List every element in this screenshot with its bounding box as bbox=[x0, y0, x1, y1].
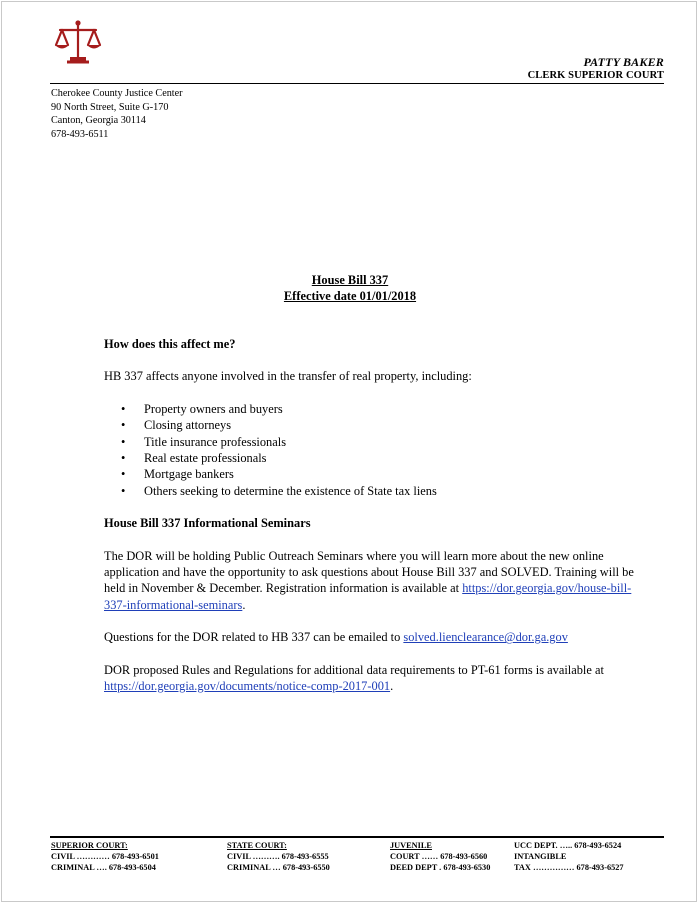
document-body bbox=[104, 336, 644, 695]
footer-line: UCC DEPT. ….. 678-493-6524 bbox=[514, 841, 622, 850]
phone-line: 678-493-6511 bbox=[51, 128, 109, 140]
bullet-icon: • bbox=[121, 483, 126, 498]
list-item: • Others seeking to determine the existence of State tax liens bbox=[121, 483, 437, 498]
footer-heading: STATE COURT: bbox=[227, 841, 287, 850]
footer-line: CRIMINAL …. 678-493-6504 bbox=[51, 863, 156, 872]
footer-line: DEED DEPT . 678-493-6530 bbox=[390, 863, 491, 872]
email-link[interactable]: solved.lienclearance@dor.ga.gov bbox=[403, 630, 568, 645]
bullet-icon: • bbox=[121, 467, 126, 482]
bullet-icon: • bbox=[121, 434, 126, 449]
bullet-icon: • bbox=[121, 401, 126, 416]
footer-heading: SUPERIOR COURT: bbox=[51, 841, 128, 850]
address-line: Canton, Georgia 30114 bbox=[51, 115, 146, 126]
footer-ucc bbox=[514, 840, 624, 873]
scales-of-justice-icon bbox=[53, 19, 103, 65]
list-item: • Mortgage bankers bbox=[121, 467, 234, 482]
document-title bbox=[0, 272, 700, 304]
header-divider bbox=[50, 83, 664, 84]
title-line: House Bill 337 bbox=[311, 273, 389, 287]
footer-line: CIVIL ………. 678-493-6555 bbox=[227, 852, 329, 861]
footer-heading: JUVENILE bbox=[390, 841, 432, 850]
footer-divider bbox=[50, 836, 664, 838]
clerk-name: PATTY BAKER bbox=[583, 55, 664, 69]
rules-paragraph: DOR proposed Rules and Regulations for additional data requirements to PT-61 forms is available at https://dor.georgia.gov/documents/notice-comp-2017-001. bbox=[104, 662, 604, 694]
rules-link[interactable]: https://dor.georgia.gov/documents/notice-comp-2017-001 bbox=[104, 679, 391, 694]
effective-date: Effective date 01/01/2018 bbox=[283, 289, 417, 303]
footer-line: CIVIL ………… 678-493-6501 bbox=[51, 852, 159, 861]
footer-superior-court bbox=[51, 840, 159, 873]
address-block bbox=[51, 87, 183, 141]
questions-paragraph: Questions for the DOR related to HB 337 can be emailed to solved.lienclearance@dor.ga.gov bbox=[104, 630, 568, 645]
footer-line: CRIMINAL … 678-493-6550 bbox=[227, 863, 330, 872]
bullet-icon: • bbox=[121, 451, 126, 466]
footer-line: INTANGIBLE bbox=[514, 852, 567, 861]
list-item: • Title insurance professionals bbox=[121, 434, 287, 449]
address-line: 90 North Street, Suite G-170 bbox=[51, 101, 169, 113]
seminars-link[interactable]: https://dor.georgia.gov/house-bill-337-informational-seminars bbox=[104, 581, 632, 612]
list-item: • Closing attorneys bbox=[121, 418, 232, 433]
section-heading: How does this affect me? bbox=[104, 337, 236, 351]
footer-juvenile bbox=[390, 840, 490, 873]
intro-paragraph: HB 337 affects anyone involved in the transfer of real property, including: bbox=[104, 369, 472, 384]
affected-parties-list bbox=[104, 401, 644, 499]
clerk-header bbox=[528, 55, 664, 81]
address-line: Cherokee County Justice Center bbox=[51, 88, 183, 99]
footer-line: TAX …………… 678-493-6527 bbox=[514, 863, 624, 872]
footer-state-court bbox=[227, 840, 330, 873]
section-heading: House Bill 337 Informational Seminars bbox=[104, 516, 311, 531]
seminars-paragraph: The DOR will be holding Public Outreach Seminars where you will learn more about the new online application and have the opportunity to ask questions about House Bill 337 and SOLVED. Training will be held in November & December. Registration information is available at https://dor.georgia.gov/house-bill-337-informational-seminars. bbox=[104, 548, 634, 612]
bullet-icon: • bbox=[121, 418, 126, 433]
list-item: • Real estate professionals bbox=[121, 451, 267, 466]
clerk-title: CLERK SUPERIOR COURT bbox=[527, 70, 664, 81]
footer-line: COURT …… 678-493-6560 bbox=[390, 852, 488, 861]
list-item: • Property owners and buyers bbox=[121, 401, 283, 416]
